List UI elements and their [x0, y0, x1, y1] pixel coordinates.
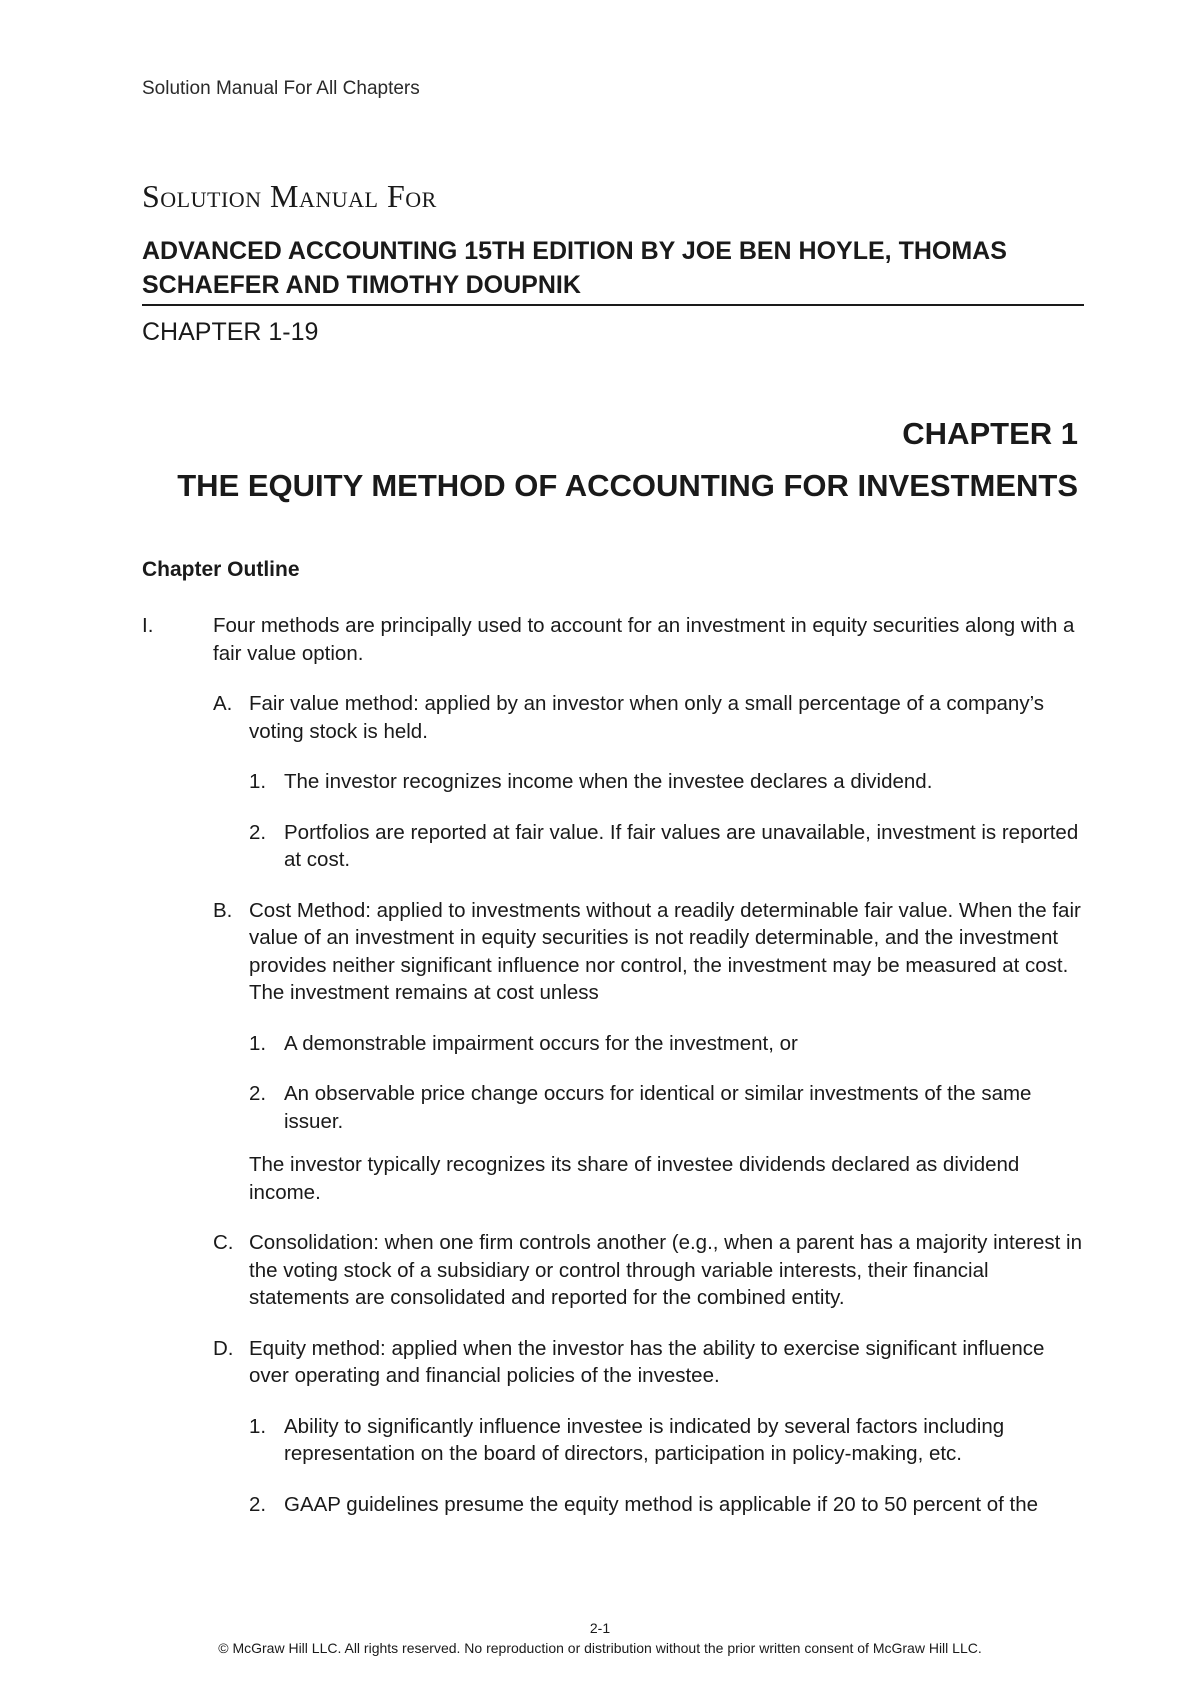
outline-text: Ability to significantly influence investee is indicated by several factors including representation on the board of directors, participation in policy-making, etc. [284, 1414, 1005, 1465]
outline-item-a2 [142, 819, 1088, 874]
outline-item-i [142, 612, 1088, 667]
outline-heading: Chapter Outline [142, 558, 300, 581]
page-number: 2-1 [589, 1620, 611, 1636]
outline-text: An observable price change occurs for identical or similar investments of the same issuer. [284, 1082, 1032, 1133]
outline-text: Four methods are principally used to account for an investment in equity securities along with a fair value option. [213, 614, 1075, 665]
outline-note-b [142, 1151, 1088, 1206]
outline-item-d1 [142, 1413, 1088, 1468]
outline-marker: C. [213, 1231, 234, 1254]
outline-marker: D. [213, 1336, 234, 1360]
outline-item-c [142, 1229, 1088, 1312]
outline-marker: A. [213, 692, 233, 715]
chapter-outline [142, 612, 1088, 1518]
title-divider [142, 304, 1084, 306]
chapter-range: CHAPTER 1-19 [142, 318, 319, 346]
outline-item-b2 [142, 1080, 1088, 1135]
outline-item-b1 [142, 1030, 1088, 1058]
copyright-notice: © McGraw Hill LLC. All rights reserved. No reproduction or distribution without the prior written consent of McGraw Hill LLC. [218, 1640, 982, 1656]
outline-item-d [142, 1335, 1088, 1390]
outline-marker: 2. [249, 1492, 267, 1516]
chapter-subtitle: THE EQUITY METHOD OF ACCOUNTING FOR INVESTMENTS [177, 468, 1078, 503]
book-title: ADVANCED ACCOUNTING 15TH EDITION BY JOE BEN HOYLE, THOMAS SCHAEFER AND TIMOTHY DOUPNIK [142, 237, 1007, 299]
outline-text: Consolidation: when one firm controls another (e.g., when a parent has a majority interest in the voting stock of a subsidiary or control through variable interests, their financial statements are consolidated and reported for the combined entity. [249, 1231, 1082, 1309]
outline-marker: B. [213, 898, 233, 922]
outline-marker: 1. [249, 1031, 267, 1055]
outline-marker: I. [142, 614, 154, 637]
outline-item-a1 [142, 768, 1088, 796]
outline-text: The investor typically recognizes its share of investee dividends declared as dividend income. [249, 1153, 1020, 1204]
running-header: Solution Manual For All Chapters [142, 78, 420, 99]
outline-marker: 2. [249, 820, 267, 844]
outline-text: GAAP guidelines presume the equity method is applicable if 20 to 50 percent of the [284, 1492, 1039, 1516]
outline-text: The investor recognizes income when the investee declares a dividend. [284, 770, 933, 793]
solution-manual-heading: Solution Manual For [142, 178, 437, 214]
outline-text: A demonstrable impairment occurs for the investment, or [284, 1031, 798, 1055]
chapter-heading: CHAPTER 1 [902, 416, 1078, 451]
outline-text: Cost Method: applied to investments without a readily determinable fair value. When the fair value of an investment in equity securities is not readily determinable, and the investment provides neither significant influence nor control, the investment may be measured at cost. The investment remains at cost unless [249, 898, 1081, 1004]
outline-marker: 1. [249, 1414, 267, 1438]
outline-marker: 2. [249, 1082, 267, 1105]
outline-item-b [142, 897, 1088, 1007]
outline-item-a [142, 690, 1088, 745]
outline-text: Fair value method: applied by an investor when only a small percentage of a company’s voting stock is held. [249, 692, 1045, 743]
outline-text: Equity method: applied when the investor has the ability to exercise significant influence over operating and financial policies of the investee. [249, 1336, 1045, 1387]
outline-item-d2 [142, 1491, 1088, 1519]
outline-marker: 1. [249, 770, 267, 793]
outline-text: Portfolios are reported at fair value. If fair values are unavailable, investment is reported at cost. [284, 820, 1079, 871]
